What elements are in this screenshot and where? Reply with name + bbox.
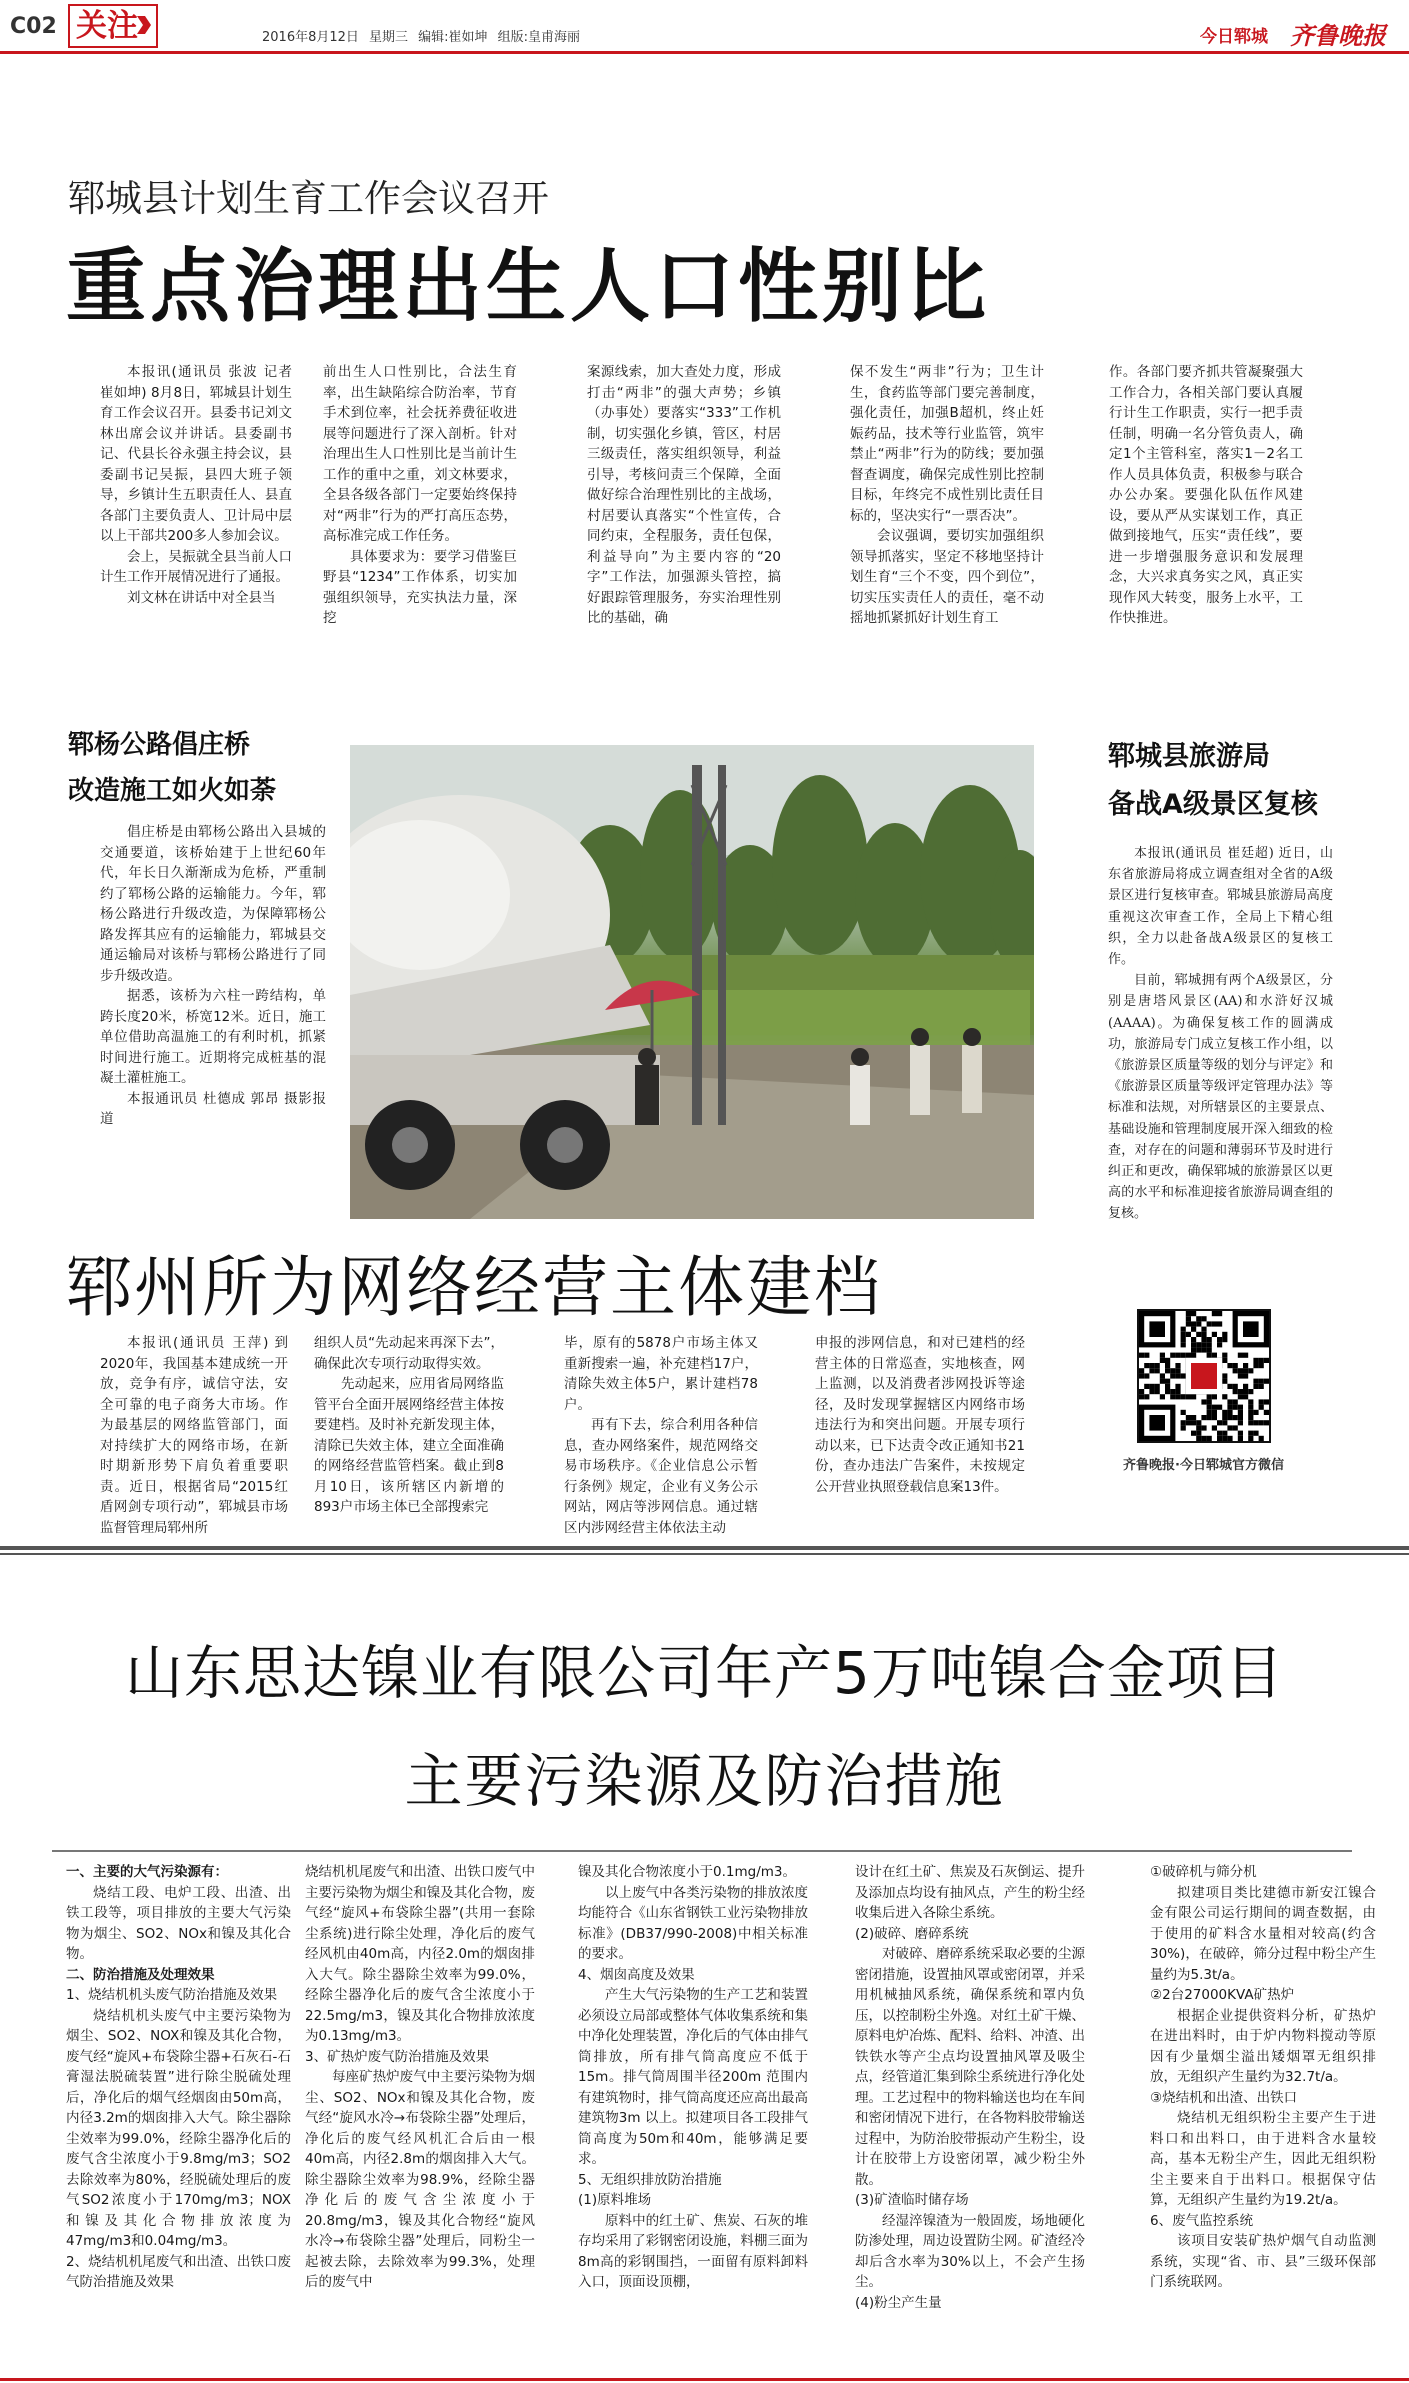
- paragraph: 会议强调，要切实加强组织领导抓落实，坚定不移地坚持计划生育“三个不变，四个到位”，切实压实责任人的责任，毫不动摇地抓紧抓好计划生育工: [850, 528, 1044, 626]
- article4-column-3: [564, 1333, 758, 1538]
- paragraph: 据悉，该桥为六柱一跨结构，单跨长度20米，桥宽12米。近日，施工单位借助高温施工的有利时机，抓紧时间进行施工。近期将完成桩基的混凝土灌桩施工。: [100, 988, 326, 1086]
- article2-body: [100, 822, 326, 1130]
- article5-column-4: [855, 1862, 1085, 2367]
- paragraph: 目前，郓城拥有两个A级景区，分别是唐塔风景区(AA)和水浒好汉城(AAAA)。为确保复核工作的圆满成功，旅游局专门成立复核工作小组，以《旅游景区质量等级的划分与评定》和《旅游景区质量等级评定管理办法》等标准和法规，对所辖景区的主要景点、基础设施和管理制度展开深入细致的检查，对存在的问题和薄弱环节及时进行纠正和更改，确保郓城的旅游景区以更高的水平和标准迎接省旅游局调查组的复核。: [1108, 973, 1333, 1222]
- construction-photo: [350, 745, 1034, 1219]
- qr-caption: 齐鲁晚报·今日郓城官方微信: [1123, 1458, 1284, 1473]
- paragraph: 根据企业提供资料分析，矿热炉在进出料时，由于炉内物料搅动等原因有少量烟尘溢出矮烟罩无组织排放，无组织产生量约为32.7t/a。: [1150, 2007, 1376, 2085]
- article2-title-line1: 郓杨公路倡庄桥: [68, 730, 251, 760]
- article5-top-rule: [52, 1850, 1352, 1852]
- article1-column-2: [323, 362, 517, 632]
- issue-info: 2016年8月12日 星期三 编辑:崔如坤 组版:皇甫海丽: [262, 30, 581, 45]
- paragraph: 本报讯(通讯员 崔廷超) 近日，山东省旅游局将成立调查组对全省的A级景区进行复核审查。郓城县旅游局高度重视这次审查工作，全局上下精心组织，全力以赴备战A级景区的复核工作。: [1108, 846, 1333, 968]
- paragraph: 本报通讯员 杜德成 郭昂 摄影报道: [100, 1090, 326, 1127]
- paragraph: ③烧结机和出渣、出铁口: [1150, 2089, 1298, 2106]
- article1-column-1: [100, 362, 292, 632]
- section-label: 关注: [68, 4, 158, 48]
- paragraph: ②2台27000KVA矿热炉: [1150, 1987, 1295, 2003]
- paragraph: (3)矿渣临时储存场: [855, 2192, 969, 2208]
- paragraph: 拟建项目类比建德市新安江镍合金有限公司运行期间的调查数据，由于使用的矿料含水量相对较高(约含30%)，在破碎，筛分过程中粉尘产生量约为5.3t/a。: [1150, 1884, 1376, 1983]
- paragraph: 烧结机机尾废气和出渣、出铁口废气中主要污染物为烟尘和镍及其化合物，废气经“旋风+布袋除尘器”(共用一套除尘系统)进行除尘处理，净化后的废气经风机由40m高，内径2.0m的烟囱排入大气。除尘器除尘效率为99.0%，经除尘器净化后的废气含尘浓度小于22.5mg/m3，镍及其化合物排放浓度为0.13mg/m3。: [305, 1864, 535, 2044]
- section-heading: 二、防治措施及处理效果: [66, 1966, 215, 1983]
- construction-scene: [350, 745, 1034, 1219]
- brand-name: 今日郓城: [1200, 27, 1268, 47]
- paragraph: 产生大气污染物的生产工艺和装置必须设立局部或整体气体收集系统和集中净化处理装置，净化后的气体由排气筒排放，所有排气筒高度应不低于15m。排气筒周围半径200m 范围内有建筑物时，排气筒高度还应高出最高建筑物3m 以上。拟建项目各工段排气筒高度为50m和40m，能够满足要求。: [578, 1987, 808, 2167]
- article5-column-5: [1150, 1862, 1376, 2367]
- paragraph: 原料中的红土矿、焦炭、石灰的堆存均采用了彩钢密闭设施，料棚三面为8m高的彩钢围挡，一面留有原料卸料入口，顶面设顶棚，: [578, 2212, 808, 2290]
- article4-column-4: [815, 1333, 1025, 1538]
- footer-rule: [0, 2378, 1409, 2381]
- section-divider: [0, 1553, 1409, 1555]
- paragraph: (1)原料堆场: [578, 2192, 652, 2208]
- paragraph: 案源线索，加大查处力度，形成打击“两非”的强大声势；乡镇（办事处）要落实“333”工作机制，切实强化乡镇，管区，村居三级责任，落实组织领导，利益引导，考核问责三个保障，全面做好综合治理性别比的主战场，村居要认真落实“个性宣传，合同约束，全程服务，责任包保，利益导向”为主要内容的“20字”工作法，加强源头管控，搞好跟踪管理服务，夯实治理性别比的基础，确: [587, 364, 781, 626]
- paragraph: (4)粉尘产生量: [855, 2294, 942, 2311]
- paragraph: 具体要求为：要学习借鉴巨野县“1234”工作体系，切实加强组织领导，充实执法力量，深挖: [323, 548, 517, 626]
- article2-title-line2: 改造施工如火如荼: [68, 776, 277, 806]
- paragraph: 3、矿热炉废气防治措施及效果: [305, 2048, 490, 2065]
- paragraph: 1、烧结机机头废气防治措施及效果: [66, 1987, 278, 2003]
- paragraph: 会上，吴振就全县当前人口计生工作开展情况进行了通报。: [100, 548, 292, 585]
- paragraph: 经湿淬镍渣为一般固废，场地硬化防渗处理，周边设置防尘网。矿渣经冷却后含水率为30%以上，不会产生扬尘。: [855, 2212, 1085, 2290]
- section-heading: 一、主要的大气污染源有：: [66, 1864, 228, 1880]
- paragraph: 刘文林在讲话中对全县当: [127, 589, 276, 606]
- paragraph: 以上废气中各类污染物的排放浓度均能符合《山东省钢铁工业污染物排放标准》(DB37/990-2008)中相关标准的要求。: [578, 1884, 808, 1962]
- wechat-qr-code[interactable]: [1137, 1309, 1271, 1443]
- paragraph: 本报讯(通讯员 张波 记者 崔如坤) 8月8日，郓城县计划生育工作会议召开。县委书记刘文林出席会议并讲话。县委副书记、代县长谷永强主持会议，县委副书记吴振，县四大班子领导，乡镇计生五职责任人、县直各部门主要负责人、卫计局中层以上干部共200多人参加会议。: [100, 364, 292, 544]
- article5-column-2: [305, 1862, 535, 2367]
- paragraph: 保不发生“两非”行为；卫生计生，食药监等部门要完善制度，强化责任，加强B超机，终止妊娠药品，技术等行业监管，筑牢禁止“两非”行为的防线；要加强督查调度，确保完成性别比控制目标，年终完不成性别比责任目标的，坚决实行“一票否决”。: [850, 364, 1044, 524]
- paragraph: 倡庄桥是由郓杨公路出入县城的交通要道，该桥始建于上世纪60年代，年长日久渐渐成为危桥，严重制约了郓杨公路的运输能力。今年，郓杨公路进行升级改造，为保障郓杨公路发挥其应有的运输能力，郓城县交通运输局对该桥与郓杨公路进行了同步升级改造。: [100, 824, 326, 984]
- paragraph: 2、烧结机机尾废气和出渣、出铁口废气防治措施及效果: [66, 2253, 291, 2290]
- article1-kicker: 郓城县计划生育工作会议召开: [68, 177, 549, 220]
- article5-headline-line2: 主要污染源及防治措施: [404, 1747, 1005, 1815]
- article5-column-1: [66, 1862, 291, 2367]
- paragraph: ①破碎机与筛分机: [1150, 1864, 1257, 1880]
- article1-column-3: [587, 362, 781, 632]
- paragraph: 烧结机机头废气中主要污染物为烟尘、SO2、NOX和镍及其化合物，废气经“旋风+布袋除尘器+石灰石-石膏湿法脱硫装置”进行除尘脱硫处理后，净化后的烟气经烟囱由50m高，内径3.2m的烟囱排入大气。除尘器除尘效率为99.0%，经除尘器净化后的废气含尘浓度小于9.8mg/m3；SO2去除效率为80%，经脱硫处理后的废气SO2浓度小于170mg/m3；NOX和镍及其化合物排放浓度为47mg/m3和0.04mg/m3。: [66, 2007, 291, 2249]
- paragraph: 对破碎、磨碎系统采取必要的尘源密闭措施，设置抽风罩或密闭罩，并采用机械抽风系统，确保系统和罩内负压，以控制粉尘外逸。对红土矿干燥、原料电炉冶炼、配料、给料、冲渣、出铁铁水等产尘点均设置抽风罩及吸尘点，经管道汇集到除尘系统进行净化处理。工艺过程中的物料输送也均在车间和密闭情况下进行，在各物料胶带输送过程中，为防治胶带振动产生粉尘，设计在胶带上方设密闭罩，减少粉尘外散。: [855, 1946, 1085, 2188]
- paragraph: 先动起来，应用省局网络监管平台全面开展网络经营主体按要建档。及时补充新发现主体，清除已失效主体，建立全面准确的网络经营监管档案。截止到8月10日，该所辖区内新增的893户市场主体已全部搜索完: [314, 1376, 504, 1515]
- article1-column-5: [1109, 362, 1303, 632]
- paragraph: 烧结工段、电炉工段、出渣、出铁工段等，项目排放的主要大气污染物为烟尘、SO2、NOx和镍及其化合物。: [66, 1884, 291, 1962]
- paragraph: 作。各部门要齐抓共管凝聚强大工作合力，各相关部门要认真履行计生工作职责，实行一把手责任制，明确一名分管负责人，确定1个主管科室，落实1－2名工作人员具体负责，积极参与联合办公办案。要强化队伍作风建设，要从严从实谋划工作，真正做到接地气，压实“责任线”，要进一步增强服务意识和发展理念，大兴求真务实之风，真正实现作风大转变，服务上水平，工作快推进。: [1109, 364, 1303, 626]
- paragraph: 该项目安装矿热炉烟气自动监测系统，实现“省、市、县”三级环保部门系统联网。: [1150, 2233, 1376, 2290]
- paragraph: 镍及其化合物浓度小于0.1mg/m3。: [578, 1864, 796, 1880]
- paper-logo: 齐鲁晚报: [1290, 21, 1386, 50]
- paragraph: 本报讯(通讯员 王萍) 到2020年，我国基本建成统一开放，竞争有序，诚信守法，安全可靠的电子商务大市场。作为最基层的网络监管部门，面对持续扩大的网络市场，在新时期新形势下肩负着重要职责。近日，根据省局“2015红盾网剑专项行动”，郓城县市场监督管理局郓州所: [100, 1335, 288, 1536]
- article1-headline: 重点治理出生人口性别比: [66, 240, 990, 333]
- paragraph: 每座矿热炉废气中主要污染物为烟尘、SO2、NOx和镍及其化合物，废气经“旋风水冷→布袋除尘器”处理后，净化后的废气经风机汇合后由一根40m高，内径2.8m的烟囱排入大气。除尘器除尘效率为98.9%，经除尘器净化后的废气含尘浓度小于20.8mg/m3，镍及其化合物经“旋风水冷→布袋除尘器”处理后，同粉尘一起被去除，去除效率为99.3%，处理后的废气中: [305, 2069, 535, 2290]
- paragraph: 5、无组织排放防治措施: [578, 2171, 722, 2188]
- paragraph: 毕，原有的5878户市场主体又重新搜索一遍，补充建档17户，清除失效主体5户，累计建档78户。: [564, 1335, 758, 1413]
- paragraph: 设计在红土矿、焦炭及石灰倒运、提升及添加点均设有抽风点，产生的粉尘经收集后进入各除尘系统。: [855, 1864, 1085, 1921]
- article1-column-4: [850, 362, 1044, 632]
- paragraph: 烧结机无组织粉尘主要产生于进料口和出料口，由于进料含水量较高，基本无粉尘产生，因此无组织粉尘主要来自于出料口。根据保守估算，无组织产生量约为19.2t/a。: [1150, 2110, 1376, 2208]
- article5-headline-line1: 山东思达镍业有限公司年产5万吨镍合金项目: [125, 1639, 1284, 1707]
- paragraph: (2)破碎、磨碎系统: [855, 1925, 969, 1942]
- paragraph: 组织人员“先动起来再深下去”，确保此次专项行动取得实效。: [314, 1335, 504, 1372]
- article4-column-1: [100, 1333, 288, 1538]
- paragraph: 4、烟囱高度及效果: [578, 1966, 695, 1983]
- paragraph: 再有下去，综合利用各种信息，查办网络案件，规范网络交易市场秩序。《企业信息公示暂行条例》规定，企业有义务公示网站，网店等涉网信息。通过辖区内涉网经营主体依法主动: [564, 1417, 758, 1536]
- paragraph: 申报的涉网信息，和对已建档的经营主体的日常巡查，实地核查，网上监测，以及消费者涉网投诉等途径，及时发现掌握辖区内网络市场违法行为和突出问题。开展专项行动以来，已下达责令改正通知书21份，查办违法广告案件，未按规定公开营业执照登载信息案13件。: [815, 1335, 1025, 1495]
- article3-body: [1108, 843, 1333, 1283]
- page-number: C02: [10, 14, 57, 39]
- paragraph: 前出生人口性别比，合法生育率，出生缺陷综合防治率，节育手术到位率，社会抚养费征收进展等问题进行了深入剖析。针对治理出生人口性别比是当前计生工作的重中之重，刘文林要求，全县各级各部门一定要始终保持对“两非”行为的严打高压态势，高标准完成工作任务。: [323, 364, 517, 544]
- paragraph: 6、废气监控系统: [1150, 2212, 1254, 2229]
- article3-title-line2: 备战A级景区复核: [1108, 789, 1318, 820]
- article4-headline: 郓州所为网络经营主体建档: [66, 1249, 882, 1326]
- page-header: [0, 0, 1409, 54]
- article3-title-line1: 郓城县旅游局: [1108, 741, 1270, 772]
- article5-column-3: [578, 1862, 808, 2367]
- section-divider: [0, 1546, 1409, 1550]
- article4-column-2: [314, 1333, 504, 1538]
- qr-pattern: [1139, 1311, 1269, 1441]
